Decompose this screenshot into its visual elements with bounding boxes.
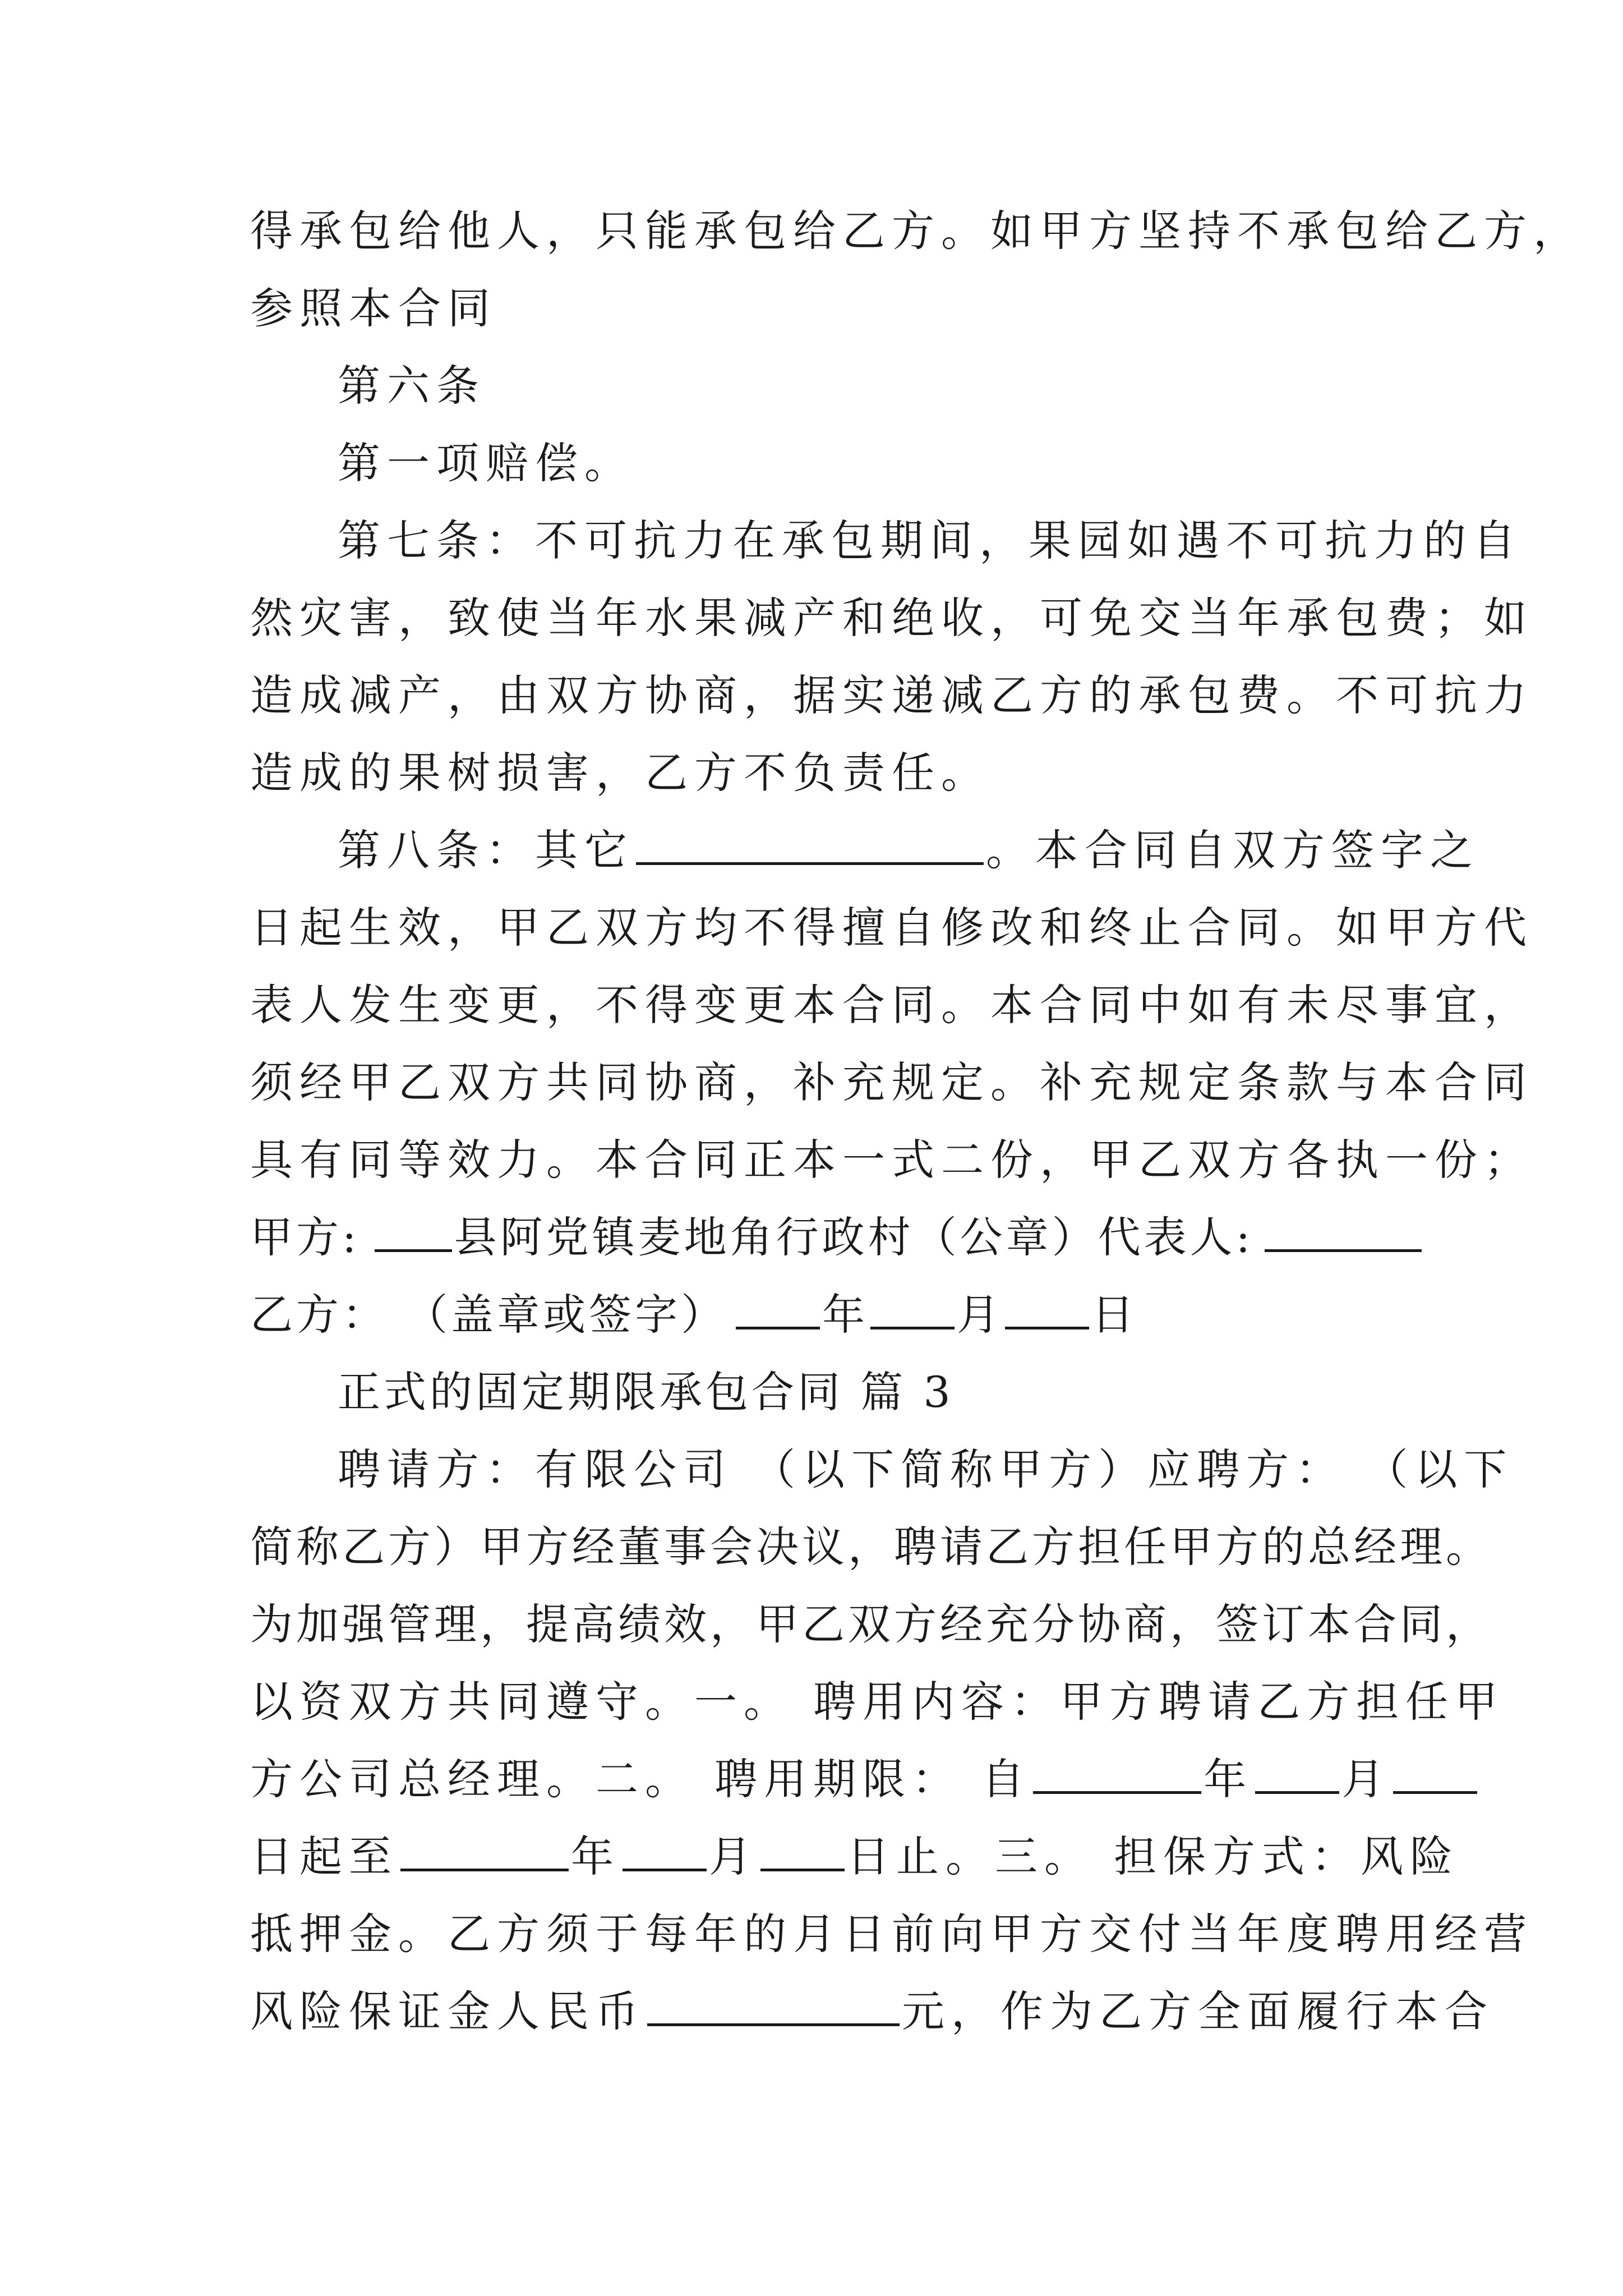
section-heading: 正式的固定期限承包合同 篇 3 [338,1367,954,1417]
term-line-2 [250,1830,1460,1886]
article-heading: 第六条 [338,361,486,411]
month-label: 月 [709,1832,758,1881]
party-a-line [250,1211,1383,1267]
day-blank[interactable] [760,1833,845,1871]
paragraph-line: 具有同等效力。本合同正本一式二份，甲乙双方各执一份； [250,1135,1533,1185]
year-blank[interactable] [400,1833,569,1871]
party-b-line [250,1288,1383,1344]
article-8-prefix: 第八条：其它 [338,825,634,875]
month-blank[interactable] [870,1291,955,1329]
fill-in-blank[interactable] [636,826,984,865]
paragraph-line: 简称乙方）甲方经董事会决议，聘请乙方担任甲方的总经理。 [250,1522,1492,1572]
month-label: 月 [1341,1754,1391,1804]
representative-blank[interactable] [1265,1213,1422,1252]
paragraph-line: 第一项赔偿。 [338,438,634,488]
paragraph-line: 造成的果树损害，乙方不负责任。 [250,748,990,798]
deposit-line [250,1985,1494,2041]
term-start-label: 日起至 [250,1832,398,1881]
term-line-1 [250,1752,1391,1809]
month-label: 月 [957,1290,1003,1340]
party-a-village: 县阿党镇麦地角行政村（公章）代表人: [454,1212,1254,1262]
paragraph-line: 然灾害，致使当年水果减产和绝收，可免交当年承包费；如 [250,593,1533,643]
party-a-label: 甲方: [250,1212,360,1262]
day-label: 日 [1091,1290,1138,1340]
amount-blank[interactable] [647,1987,900,2026]
year-label: 年 [1204,1754,1253,1804]
month-blank[interactable] [1255,1755,1339,1794]
month-blank[interactable] [623,1833,707,1871]
fill-in-blank[interactable] [375,1213,452,1252]
term-prefix: 方公司总经理。二。 聘用期限： 自 [250,1754,1031,1804]
paragraph-line: 造成减产，由双方协商，据实递减乙方的承包费。不可抗力 [250,670,1533,720]
year-blank[interactable] [1033,1755,1201,1794]
party-b-label: 乙方： （盖章或签字） [250,1290,727,1340]
article-8-line [338,823,1479,880]
year-label: 年 [571,1832,620,1881]
deposit-label: 风险保证金人民币 [250,1986,645,2036]
paragraph-line: 以资双方共同遵守。一。 聘用内容：甲方聘请乙方担任甲 [250,1677,1505,1727]
day-blank[interactable] [1393,1755,1477,1794]
paragraph-line: 参照本合同 [250,283,497,333]
day-blank[interactable] [1005,1291,1089,1329]
paragraph-line: 第七条：不可抗力在承包期间，果园如遇不可抗力的自 [338,516,1522,565]
term-suffix: 日止。三。 担保方式：风险 [847,1832,1460,1881]
paragraph-line: 为加强管理，提高绩效，甲乙双方经充分协商，签订本合同， [250,1599,1492,1649]
paragraph-line: 日起生效，甲乙双方均不得擅自修改和终止合同。如甲方代 [250,903,1533,953]
paragraph-line: 抵押金。乙方须于每年的月日前向甲方交付当年度聘用经营 [250,1909,1533,1959]
paragraph-line: 聘请方：有限公司 （以下简称甲方）应聘方： （以下 [338,1444,1514,1494]
article-8-suffix: 。本合同自双方签字之 [986,825,1479,875]
deposit-suffix: 元，作为乙方全面履行本合 [902,1986,1494,2036]
paragraph-line: 表人发生变更，不得变更本合同。本合同中如有未尽事宜， [250,980,1533,1030]
year-label: 年 [822,1290,869,1340]
paragraph-line: 须经甲乙双方共同协商，补充规定。补充规定条款与本合同 [250,1057,1533,1107]
paragraph-line: 得承包给他人，只能承包给乙方。如甲方坚持不承包给乙方， [250,206,1583,256]
year-blank[interactable] [736,1291,820,1329]
